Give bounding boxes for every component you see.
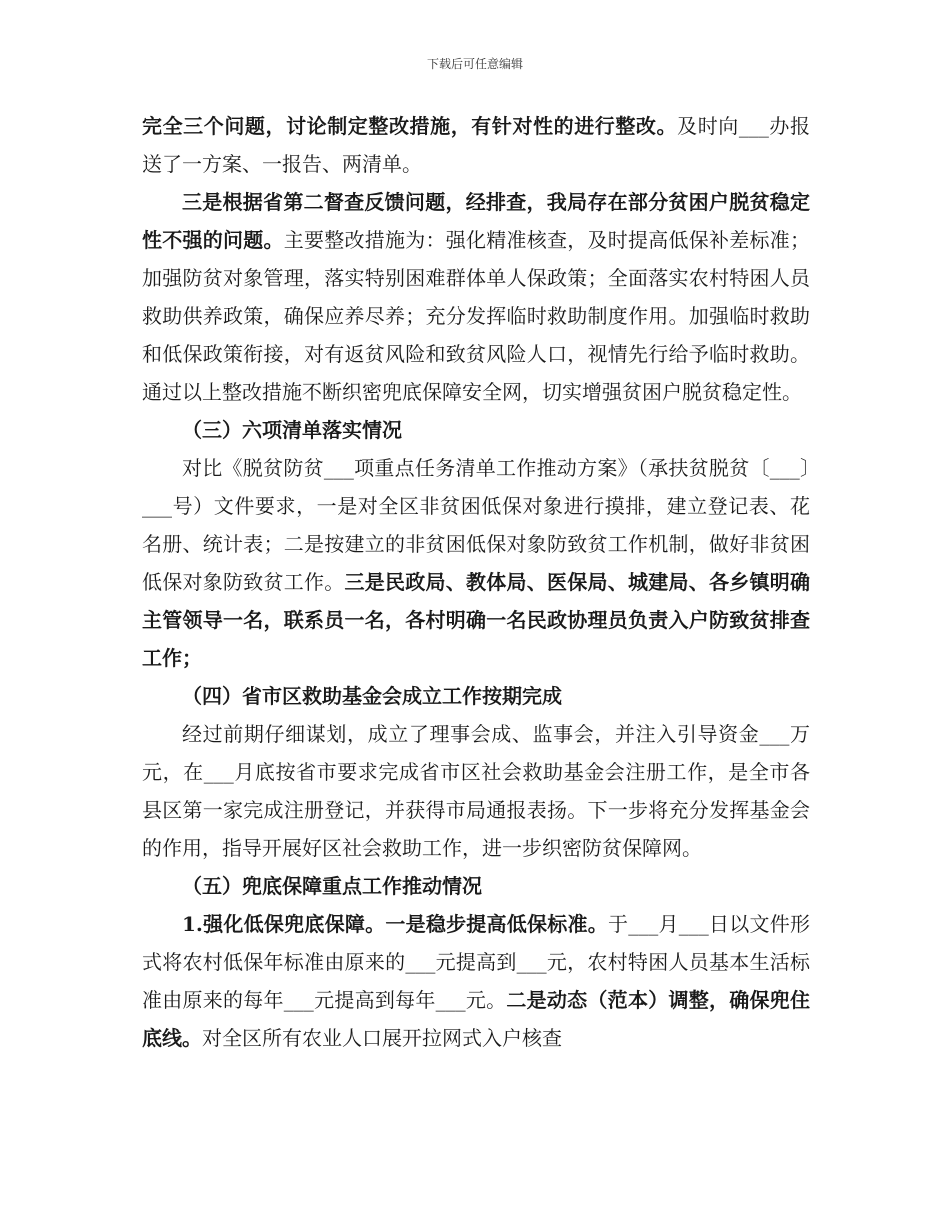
document-body xyxy=(142,107,810,1057)
paragraph-4 xyxy=(142,449,810,677)
heading-text: （四）省市区救助基金会成立工作按期完成 xyxy=(182,684,562,708)
run: 及时向___办报送了一方案、一报告、两清单。 xyxy=(142,114,811,176)
paragraph-2 xyxy=(142,183,810,411)
run: 经过前期仔细谋划，成立了理事会成、监事会，并注入引导资金___万元，在___月底按省市要求完成省市区社会救助基金会注册工作，是全市各县区第一家完成注册登记，并获得市局通报表扬。下一步将充分发挥基金会的作用，指导开展好区社会救助工作，进一步织密防贫保障网。 xyxy=(142,722,810,860)
run: 二是动态（范本）调整，确保兜住底线。 xyxy=(142,988,811,1050)
heading-text: （五）兜底保障重点工作推动情况 xyxy=(182,874,482,898)
page-header: 下载后可任意编辑 xyxy=(426,57,523,71)
paragraph-6 xyxy=(142,715,810,867)
run: 于___月___日以文件形式将农村低保年标准由原来的___元提高到___元，农村特困人员基本生活标准由原来的每年___元提高到每年___元。 xyxy=(142,912,810,1012)
run: 对全区所有农业人口展开拉网式入户核查 xyxy=(202,1026,562,1050)
paragraph-1 xyxy=(142,107,810,183)
heading-text: （三）六项清单落实情况 xyxy=(182,418,402,442)
section-heading-5 xyxy=(142,867,810,905)
section-heading-3 xyxy=(142,411,810,449)
run: 完全三个问题，讨论制定整改措施，有针对性的进行整改。 xyxy=(142,114,678,138)
run: 三是根据省第二督查反馈问题，经排查，我局存在部分贫困户脱贫稳定性不强的问题。 xyxy=(142,190,810,252)
run: 1.强化低保兜底保障。一是稳步提高低保标准。 xyxy=(182,912,609,936)
section-heading-4 xyxy=(142,677,810,715)
paragraph-8 xyxy=(142,905,810,1057)
run: 三是民政局、教体局、医保局、城建局、各乡镇明确主管领导一名，联系员一名，各村明确一名民政协理员负责入户防致贫排查工作； xyxy=(142,570,810,670)
run: 对比《脱贫防贫___项重点任务清单工作推动方案》（承扶贫脱贫〔___〕___号）文件要求，一是对全区非贫困低保对象进行摸排，建立登记表、花名册、统计表；二是按建立的非贫困低保对象防致贫工作机制，做好非贫困低保对象防致贫工作。 xyxy=(142,456,810,594)
run: 主要整改措施为：强化精准核查，及时提高低保补差标准；加强防贫对象管理，落实特别困难群体单人保政策；全面落实农村特困人员救助供养政策，确保应养尽养；充分发挥临时救助制度作用。加强临时救助和低保政策衔接，对有返贫风险和致贫风险人口，视情先行给予临时救助。通过以上整改措施不断织密兜底保障安全网，切实增强贫困户脱贫稳定性。 xyxy=(142,228,810,404)
